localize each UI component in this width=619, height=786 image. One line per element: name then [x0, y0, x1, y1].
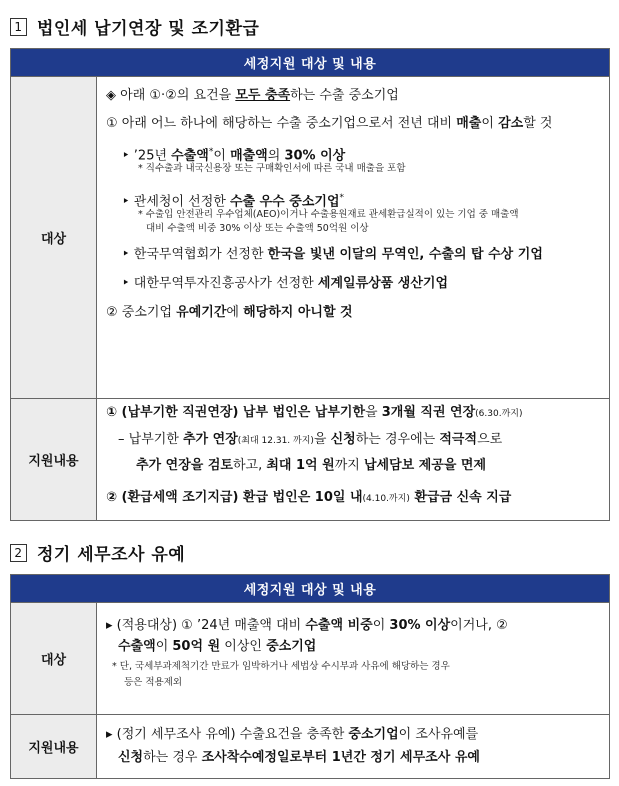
target-bullet1: ‣ ’25년 수출액*이 매출액의 30% 이상: [122, 147, 346, 164]
section1-number: 1: [10, 18, 27, 36]
section2-number: 2: [10, 544, 27, 562]
s2-support-line1: ▸ (정기 세무조사 유예) 수출요건을 충족한 중소기업이 조사유예를: [106, 727, 479, 742]
s2-target-line2: 수출액이 50억 원 이상인 중소기업: [118, 639, 317, 654]
section2-header: 세정지원 대상 및 내용: [11, 575, 610, 603]
target-req2-line: ② 중소기업 유예기간에 해당하지 아니할 것: [106, 305, 353, 320]
support-line3: 추가 연장을 검토하고, 최대 1억 원까지 납세담보 제공을 면제: [136, 458, 487, 473]
target-bullet1-note: * 직수출과 내국신용장 또는 구매확인서에 따른 국내 매출을 포함: [138, 163, 406, 174]
section1-header: 세정지원 대상 및 내용: [11, 49, 610, 77]
section2-target-label: 대상: [11, 603, 97, 715]
section2-support-label: 지원내용: [11, 715, 97, 779]
s2-target-line1: ▸ (적용대상) ① ’24년 매출액 대비 수출액 비중이 30% 이상이거나, ②: [106, 618, 508, 633]
section1-target-label: 대상: [11, 77, 97, 399]
target-bullet3: ‣ 한국무역협회가 선정한 한국을 빛낸 이달의 무역인, 수출의 탑 수상 기업: [122, 247, 543, 262]
section1-title: [10, 14, 259, 39]
target-bullet2-note1: * 수출입 안전관리 우수업체(AEO)이거나 수출용원재료 관세환급실적이 있는 기업 중 매출액: [138, 209, 519, 220]
diamond-icon: ◈: [106, 88, 116, 103]
s2-support-line2: 신청하는 경우 조사착수예정일로부터 1년간 정기 세무조사 유예: [118, 750, 480, 765]
s2-target-note1: * 단, 국세부과제척기간 만료가 임박하거나 세법상 수시부과 사유에 해당하는 경우: [112, 661, 450, 672]
target-req1-line: ① 아래 어느 하나에 해당하는 수출 중소기업으로서 전년 대비 매출이 감소할 것: [106, 116, 553, 131]
support-line4: ② (환급세액 조기지급) 환급 법인은 10일 내(4.10.까지) 환급금 신속 지급: [106, 490, 512, 505]
support-line1: ① (납부기한 직권연장) 납부 법인은 납부기한을 3개월 직권 연장(6.30.까지): [106, 405, 523, 420]
section2-support-content: [97, 715, 610, 779]
target-bullet2: ‣ 관세청이 선정한 수출 우수 중소기업*: [122, 193, 345, 210]
section1-support-label: 지원내용: [11, 399, 97, 521]
section1-target-content: [97, 77, 610, 399]
section2-table: [10, 574, 610, 779]
target-bullet2-note2: 대비 수출액 비중 30% 이상 또는 수출액 50억원 이상: [146, 223, 369, 234]
section1-table: [10, 48, 610, 521]
s2-target-note2: 등은 적용제외: [124, 677, 183, 688]
section2-title: [10, 540, 185, 565]
section2-title-text: 정기 세무조사 유예: [37, 545, 186, 565]
support-line2: – 납부기한 추가 연장(최대 12.31. 까지)을 신청하는 경우에는 적극적으로: [118, 432, 503, 447]
section2-target-content: [97, 603, 610, 715]
target-bullet4: ‣ 대한무역투자진흥공사가 선정한 세계일류상품 생산기업: [122, 276, 448, 291]
section1-support-content: [97, 399, 610, 521]
section1-title-text: 법인세 납기연장 및 조기환급: [37, 19, 260, 39]
target-main-line: ◈ 아래 ①·②의 요건을 모두 충족하는 수출 중소기업: [106, 88, 399, 103]
